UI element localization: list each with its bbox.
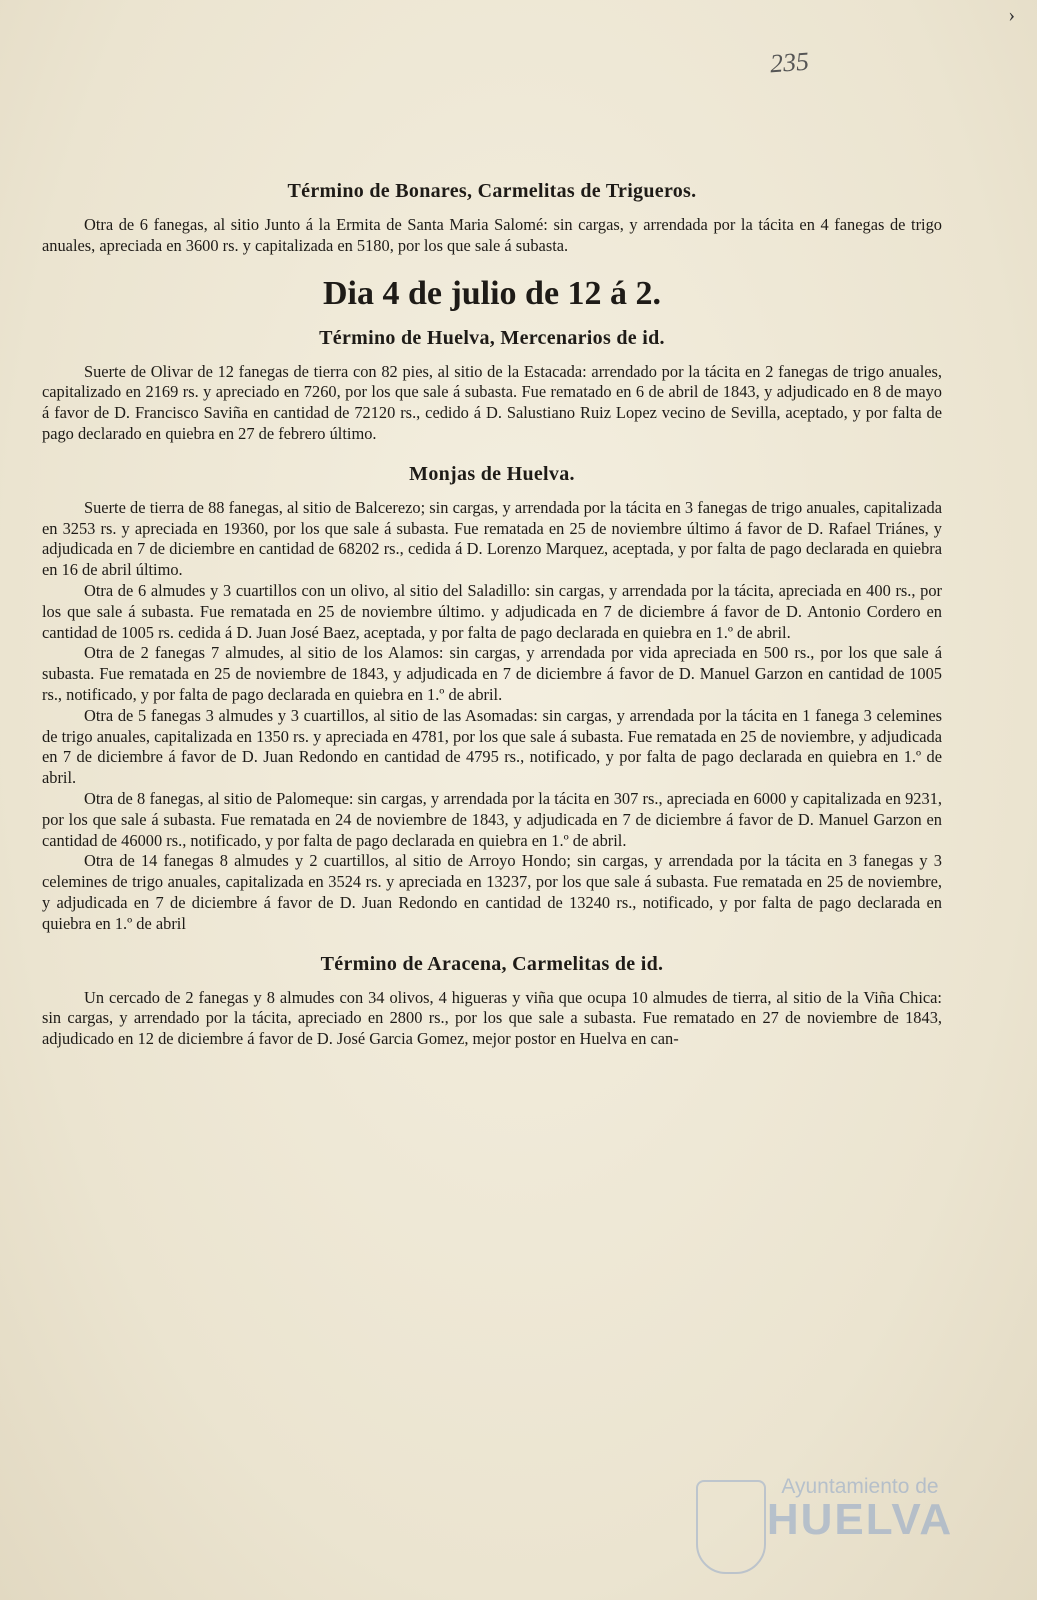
entry-paragraph: Otra de 2 fanegas 7 almudes, al sitio de los Alamos: sin cargas, y arrendada por vida apreciada en 500 rs., por los que sale á subasta. Fue rematada en 25 de noviembre de 1843, y adjudicada en 7 de diciembre á favor de D. Manuel Garzon en cantidad de 1005 rs., notificado, y por falta de pago declarada en quiebra en 1.º de abril. bbox=[42, 643, 942, 704]
entry-paragraph: Suerte de tierra de 88 fanegas, al sitio de Balcerezo; sin cargas, y arrendada por la tácita en 3 fanegas de trigo anuales, capitalizada en 3253 rs. y apreciada en 19360, por los que sale á subasta. Fue rematada en 25 de noviembre último á favor de D. Rafael Triánes, y adjudicada en 7 de diciembre en cantidad de 68202 rs., cedida á D. Lorenzo Marquez, aceptada, y por falta de pago declarada en quiebra en 16 de abril último. bbox=[42, 497, 942, 580]
seal-icon bbox=[696, 1480, 766, 1574]
day-heading: Dia 4 de julio de 12 á 2. bbox=[322, 274, 662, 312]
section-monjas-huelva bbox=[42, 463, 942, 935]
section-huelva-mercenarios bbox=[42, 327, 942, 445]
archive-watermark bbox=[760, 1475, 960, 1575]
section-aracena bbox=[42, 953, 942, 1050]
entry-paragraph: Un cercado de 2 fanegas y 8 almudes con 34 olivos, 4 higueras y viña que ocupa 10 almudes de tierra, al sitio de la Viña Chica: sin cargas, y arrendado por la tácita, apreciado en 2800 rs., por los que sale a subasta. Fue rematado en 27 de noviembre de 1843, adjudicado en 12 de diciembre á favor de D. José Garcia Gomez, mejor postor en Huelva en can- bbox=[42, 987, 942, 1049]
entry-paragraph: Otra de 8 fanegas, al sitio de Palomeque: sin cargas, y arrendada por la tácita en 307 rs., apreciada en 6000 y capitalizada en 9231, por los que sale á subasta. Fue rematada en 24 de noviembre de 1843, y adjudicada en 7 de diciembre á favor de D. Manuel Garzon en cantidad de 46000 rs., notificado, y por falta de pago declarada en quiebra en 1.º de abril. bbox=[42, 788, 942, 850]
section-heading: Término de Aracena, Carmelitas de id. bbox=[320, 952, 664, 975]
section-heading: Monjas de Huelva. bbox=[409, 462, 575, 485]
entry-paragraph: Suerte de Olivar de 12 fanegas de tierra con 82 pies, al sitio de la Estacada: arrendado por la tácita en 2 fanegas de trigo anuales, capitalizado en 2169 rs. y apreciado en 7260, por los que sale á subasta. Fue rematado en 6 de abril de 1843, y adjudicado en 8 de mayo á favor de D. Francisco Saviña en cantidad de 72120 rs., cedido á D. Salustiano Ruiz Lopez vecino de Sevilla, aceptado, y por falta de pago declarado en quiebra en 27 de febrero último. bbox=[42, 361, 942, 443]
section-heading: Término de Bonares, Carmelitas de Trigueros. bbox=[287, 180, 697, 202]
watermark-bottom: HUELVA bbox=[766, 1495, 954, 1544]
entry-paragraph: Otra de 5 fanegas 3 almudes y 3 cuartillos, al sitio de las Asomadas: sin cargas, y arrendada por la tácita en 1 fanega 3 celemines de trigo anuales, capitalizada en 1350 rs. y apreciada en 4781, por los que sale á subasta. Fue rematada en 25 de noviembre, y adjudicada en 7 de diciembre á favor de D. Juan Redondo en cantidad de 4795 rs., notificado, y por falta de pago declarada en quiebra en 1.º de abril. bbox=[42, 705, 942, 788]
entry-paragraph: Otra de 14 fanegas 8 almudes y 2 cuartillos, al sitio de Arroyo Hondo; sin cargas, y arrendada por la tácita en 3 fanegas y 3 celemines de trigo anuales, capitalizada en 3524 rs. y apreciada en 13237, por los que sale á subasta. Fue rematada en 25 de noviembre, y adjudicada en 7 de diciembre á favor de D. Juan Redondo en cantidad de 13240 rs., notificado, y por falta de pago declarada en quiebra en 1.º de abril bbox=[42, 851, 942, 933]
section-heading: Término de Huelva, Mercenarios de id. bbox=[319, 326, 665, 349]
entry-paragraph: Otra de 6 almudes y 3 cuartillos con un olivo, al sitio del Saladillo: sin cargas, y arrendada por la tácita, apreciada en 400 rs., por los que sale á subasta. Fue rematada en 25 de noviembre último. y adjudicada en 7 de diciembre á favor de D. Antonio Cordero en cantidad de 1005 rs. cedida á D. Juan José Baez, aceptada, y por falta de pago declarada en quiebra en 1.º de abril. bbox=[42, 580, 942, 642]
section-bonares bbox=[42, 180, 942, 257]
entry-paragraph: Otra de 6 fanegas, al sitio Junto á la Ermita de Santa Maria Salomé: sin cargas, y arrendada por la tácita en 4 fanegas de trigo anuales, apreciada en 3600 rs. y capitalizada en 5180, por los que sale á subasta. bbox=[42, 215, 942, 255]
corner-mark: › bbox=[1008, 4, 1015, 26]
folio-number: 235 bbox=[769, 46, 810, 79]
watermark-top: Ayuntamiento de bbox=[781, 1475, 939, 1498]
document-body bbox=[42, 180, 942, 1068]
